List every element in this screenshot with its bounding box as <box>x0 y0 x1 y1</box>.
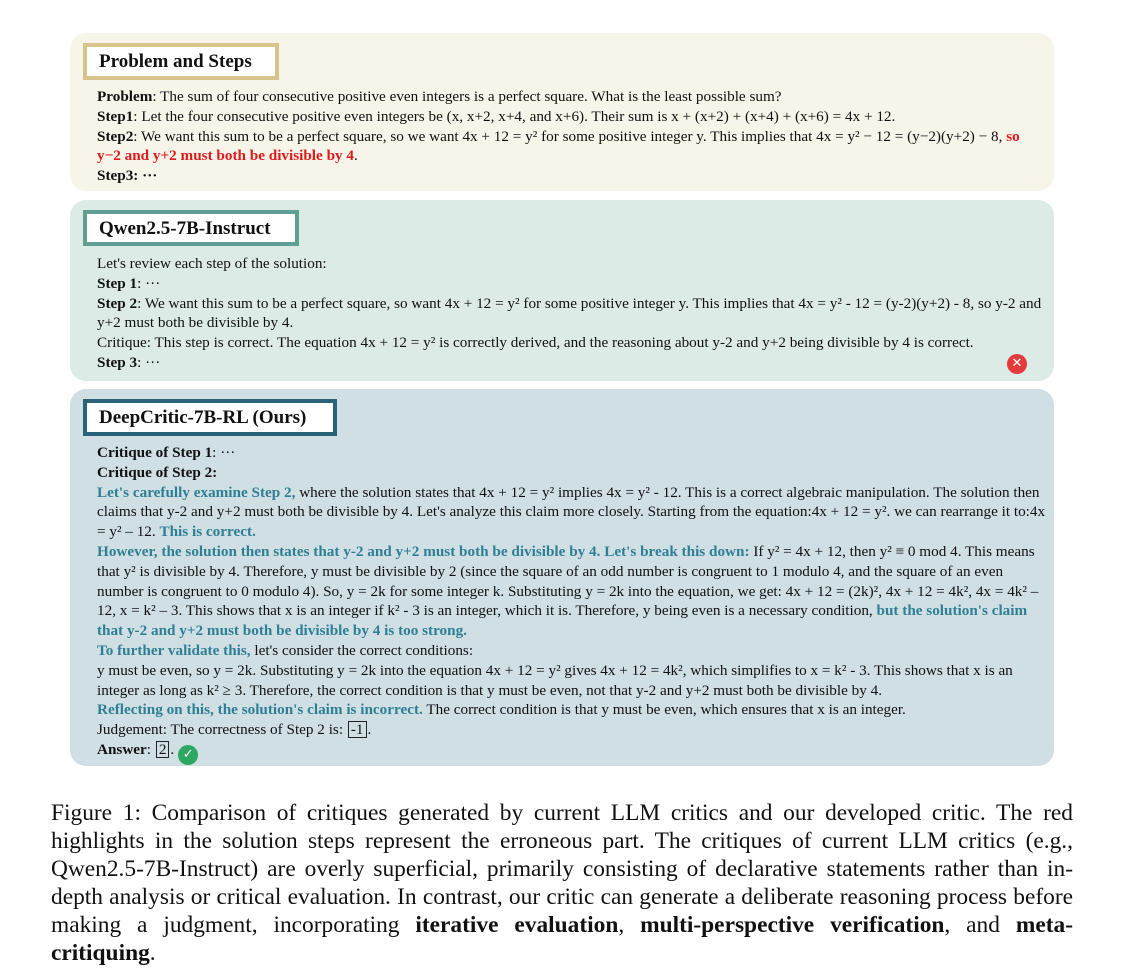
panel-title: DeepCritic-7B-RL (Ours) <box>83 399 337 436</box>
step3-line: Step 3: ··· <box>97 353 161 371</box>
problem-steps-panel <box>70 33 1054 191</box>
step1-line: Step1: Let the four consecutive positive even integers be (x, x+2, x+4, and x+6). Their sum is x + (x+2) + (x+4) + (x+6) = 4x + 12. <box>97 107 896 125</box>
answer-line: Answer: 2 . ✓ <box>97 740 1046 765</box>
paragraph-2: However, the solution then states that y-2 and y+2 must both be divisible by 4. Let's break this down: If y² = 4x + 12, then y² ≡ 0 mod 4. This means that y² is divisible by 4. Therefore, y must be divisible by 2 (since the square of an odd number is congruent to 1 modulo 4, and the square of an even number is congruent to 0 modulo 4). So, y = 2k for some integer k. Substituting y = 2k into the equation, we get: 4x + 12 = (2k)², 4x + 12 = 4k², 4x = 4k² – 12, x = k² – 3. This shows that x is an integer if k² - 3 is an integer, which it is. Therefore, y being even is a necessary condition, but the solution's claim that y-2 and y+2 must both be divisible by 4 is too strong. <box>97 542 1039 640</box>
qwen-critique-panel <box>70 200 1054 381</box>
judgement-line: Judgement: The correctness of Step 2 is: -1 . <box>97 721 372 739</box>
panel-title: Qwen2.5-7B-Instruct <box>83 210 299 246</box>
cross-icon: ✕ <box>1007 354 1027 374</box>
paragraph-5: Reflecting on this, the solution's claim is incorrect. The correct condition is that y must be even, which ensures that x is an integer. <box>97 701 906 719</box>
check-icon: ✓ <box>178 745 198 765</box>
problem-content <box>97 87 1046 186</box>
error-highlight: so y−2 and y+2 must both be divisible by 4 <box>97 127 1020 165</box>
step2-line: Step 2: We want this sum to be a perfect square, so want 4x + 12 = y² for some positive integer y. This implies that 4x = y² - 12 = (y-2)(y+2) - 8, so y-2 and y+2 must both be divisible by 4. <box>97 294 1042 332</box>
step2-line: Step2: We want this sum to be a perfect square, so we want 4x + 12 = y² for some positive integer y. This implies that 4x = y² − 12 = (y−2)(y+2) − 8, so y−2 and y+2 must both be divisible by 4. <box>97 127 1020 165</box>
answer-value: 2 <box>156 741 170 758</box>
paragraph-4: y must be even, so y = 2k. Substituting y = 2k into the equation 4x + 12 = y² gives 4x + 12 = 4k², which simplifies to x = k² - 3. This shows that x is an integer as long as k² ≥ 3. Therefore, the correct condition is that y must be even, not that y-2 and y+2 must both be divisible by 4. <box>97 661 1013 699</box>
figure-caption: Figure 1: Comparison of critiques generated by current LLM critics and our developed critic. The red highlights in the solution steps represent the erroneous part. The critiques of current LLM critics (e.g., Qwen2.5-7B-Instruct) are overly superficial, primarily consisting of declarative statements rather than in-depth analysis or critical evaluation. In contrast, our critic can generate a deliberate reasoning process before making a judgment, incorporating iterative evaluation, multi-perspective verification, and meta-critiquing. <box>51 800 1073 966</box>
deepcritic-content <box>97 443 1046 765</box>
qwen-content <box>97 254 1046 373</box>
paragraph-1: Let's carefully examine Step 2, where the solution states that 4x + 12 = y² implies 4x = y² - 12. This is a correct algebraic manipulation. The solution then claims that y-2 and y+2 must both be divisible by 4. Let's analyze this claim more closely. Starting from the equation:4x + 12 = y². we can rearrange it to:4x = y² – 12. This is correct. <box>97 483 1046 541</box>
panel-title: Problem and Steps <box>83 43 279 80</box>
critique-line: Critique: This step is correct. The equation 4x + 12 = y² is correctly derived, and the reasoning about y-2 and y+2 being divisible by 4 is correct. <box>97 334 974 352</box>
critique-step2-line: Critique of Step 2: <box>97 463 218 481</box>
step1-line: Step 1: ··· <box>97 274 161 292</box>
paragraph-3: To further validate this, let's consider the correct conditions: <box>97 641 474 659</box>
deepcritic-panel <box>70 389 1054 766</box>
critique-step1-line: Critique of Step 1: ··· <box>97 444 236 461</box>
intro-line: Let's review each step of the solution: <box>97 255 327 272</box>
judgement-value: -1 <box>348 721 367 738</box>
problem-line: Problem: The sum of four consecutive positive even integers is a perfect square. What is the least possible sum? <box>97 88 782 105</box>
step3-line: Step3: ··· <box>97 167 158 185</box>
